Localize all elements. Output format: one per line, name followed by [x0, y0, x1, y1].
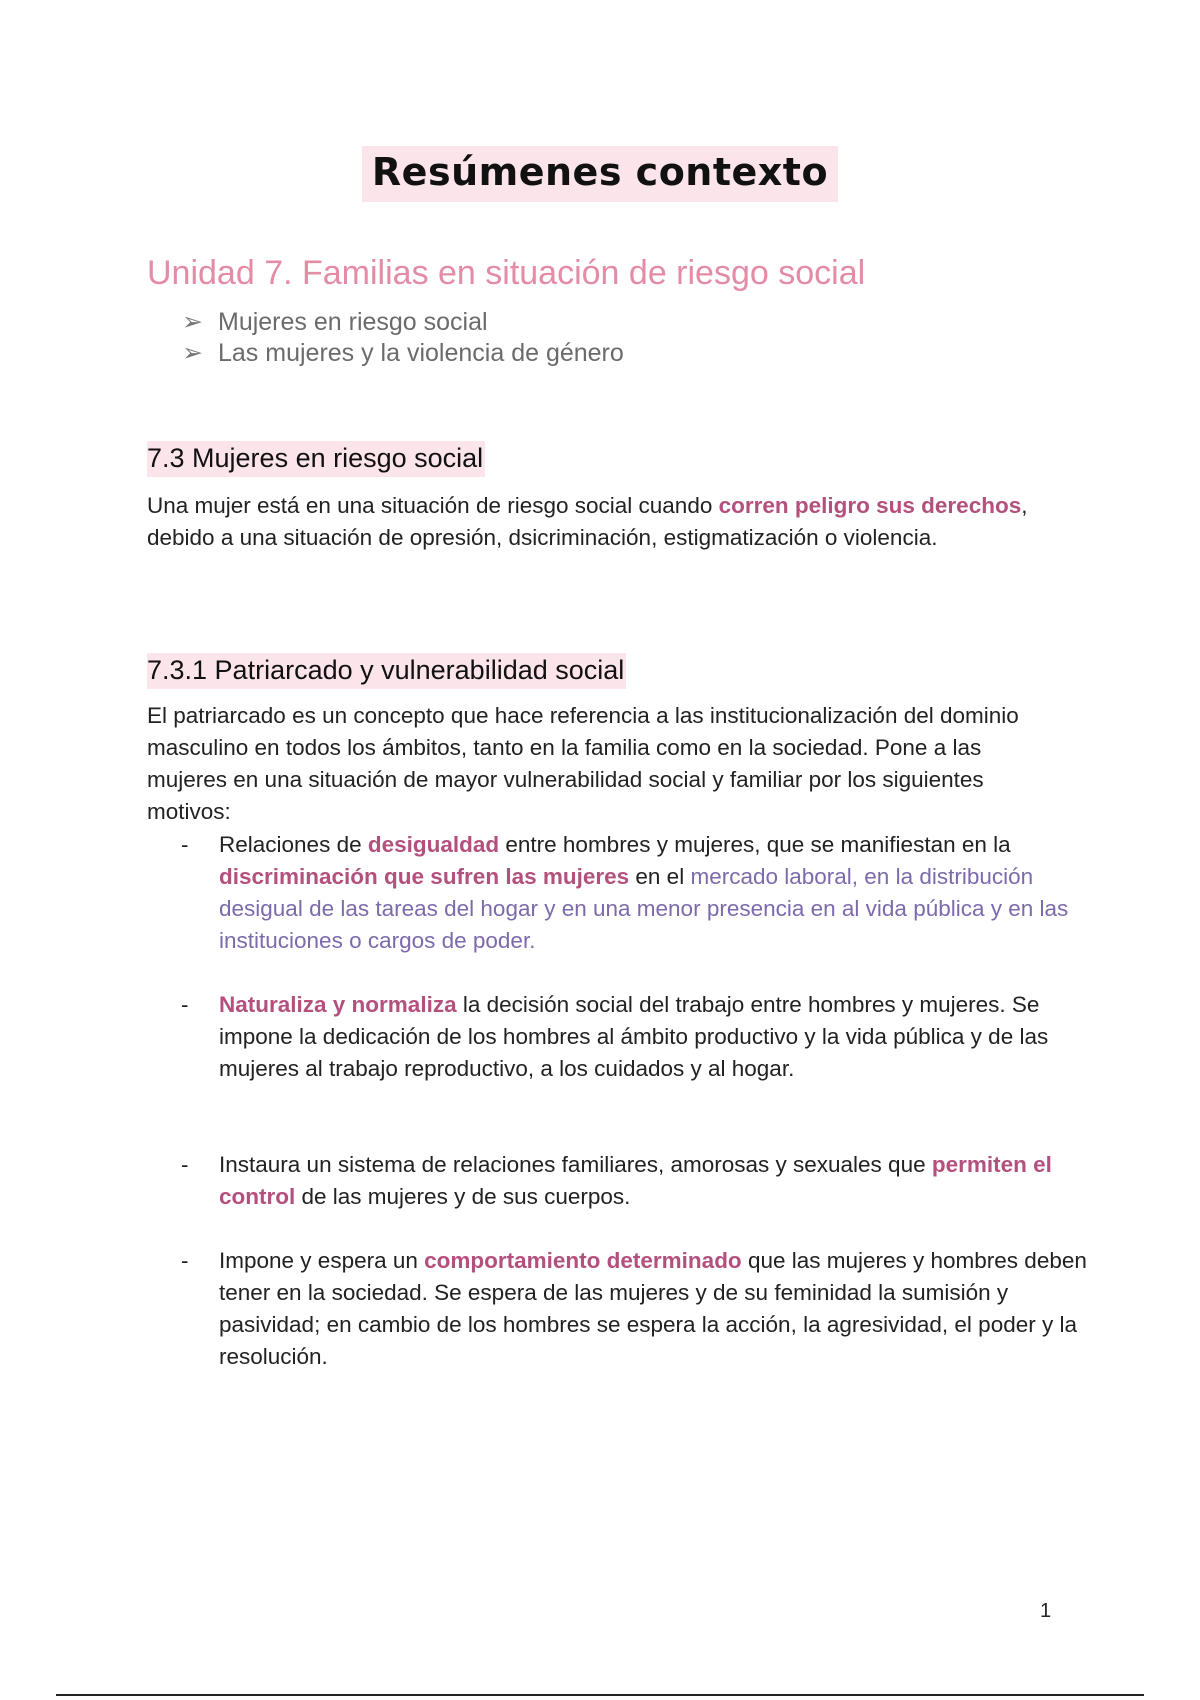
page-number: 1 — [1040, 1600, 1052, 1622]
section-7-3-paragraph — [147, 490, 1067, 554]
list-item — [147, 989, 1087, 1085]
paragraph-text: Una mujer está en una situación de riesgo social cuando — [147, 493, 719, 518]
section-heading-7-3-1 — [147, 655, 626, 686]
unit-title: Unidad 7. Familias en situación de riesgo social — [147, 254, 866, 292]
section-heading-7-3 — [147, 443, 485, 474]
section-7-3-1-intro: El patriarcado es un concepto que hace referencia a las institucionalización del dominio masculino en todos los ámbitos, tanto en la familia como en la sociedad. Pone a las mujeres en una situación de mayor vulnerabilidad social y familiar por los siguientes motivos: — [147, 703, 1019, 824]
emphasis-text: Naturaliza y normaliza — [219, 992, 457, 1017]
bullet-text: Instaura un sistema de relaciones familiares, amorosas y sexuales que — [219, 1152, 932, 1177]
paragraph-text: , debido a una situación de opresión, dsicriminación, estigmatización o violencia. — [147, 493, 1028, 550]
bullet-list — [147, 829, 1087, 957]
bottom-divider — [56, 1694, 1144, 1696]
topic-item — [182, 338, 624, 369]
bullet-list — [147, 1245, 1087, 1373]
list-item — [147, 829, 1087, 957]
bullet-list — [147, 989, 1087, 1085]
bullet-text: la decisión social del trabajo entre hombres y mujeres. Se impone la dedicación de los hombres al ámbito productivo y la vida pública y de las mujeres al trabajo reproductivo, a los cuidados y al hogar. — [219, 992, 1049, 1081]
bullet-text: en el — [629, 864, 691, 889]
topic-list — [182, 307, 624, 369]
list-item — [147, 1149, 1087, 1213]
dash-bullet-icon: - — [181, 832, 189, 857]
bullet-list — [147, 1149, 1087, 1213]
emphasis-text: discriminación que sufren las mujeres — [219, 864, 630, 889]
section-heading-text: 7.3 Mujeres en riesgo social — [147, 441, 485, 477]
emphasis-text: comportamiento determinado — [424, 1248, 742, 1273]
dash-bullet-icon: - — [181, 1152, 189, 1177]
arrow-bullet-icon: ➢ — [182, 308, 203, 336]
emphasis-text: permiten el control — [219, 1152, 1052, 1209]
emphasis-text: corren peligro sus derechos — [718, 493, 1022, 518]
dash-bullet-icon: - — [181, 1248, 189, 1273]
soft-highlight-text: mercado laboral, en la distribución desigual de las tareas del hogar y en una menor presencia en al vida pública y en las instituciones o cargos de poder. — [219, 864, 1069, 953]
topic-label: Mujeres en riesgo social — [218, 308, 488, 336]
list-item — [147, 1245, 1087, 1373]
bullet-text: entre hombres y mujeres, que se manifiestan en la — [499, 832, 1011, 857]
topic-label: Las mujeres y la violencia de género — [218, 339, 624, 367]
title-container — [0, 146, 1200, 202]
emphasis-text: desigualdad — [367, 832, 500, 857]
section-heading-text: 7.3.1 Patriarcado y vulnerabilidad social — [147, 653, 626, 689]
bullet-text: Relaciones de — [219, 832, 368, 857]
document-title: Resúmenes contexto — [362, 146, 838, 202]
bullet-text: Impone y espera un — [219, 1248, 425, 1273]
topic-item — [182, 307, 624, 338]
bullet-text: que las mujeres y hombres deben tener en la sociedad. Se espera de las mujeres y de su feminidad la sumisión y pasividad; en cambio de los hombres se espera la acción, la agresividad, el poder y la resolución. — [219, 1248, 1087, 1369]
arrow-bullet-icon: ➢ — [182, 339, 203, 367]
bullet-text: de las mujeres y de sus cuerpos. — [295, 1184, 631, 1209]
dash-bullet-icon: - — [181, 992, 189, 1017]
